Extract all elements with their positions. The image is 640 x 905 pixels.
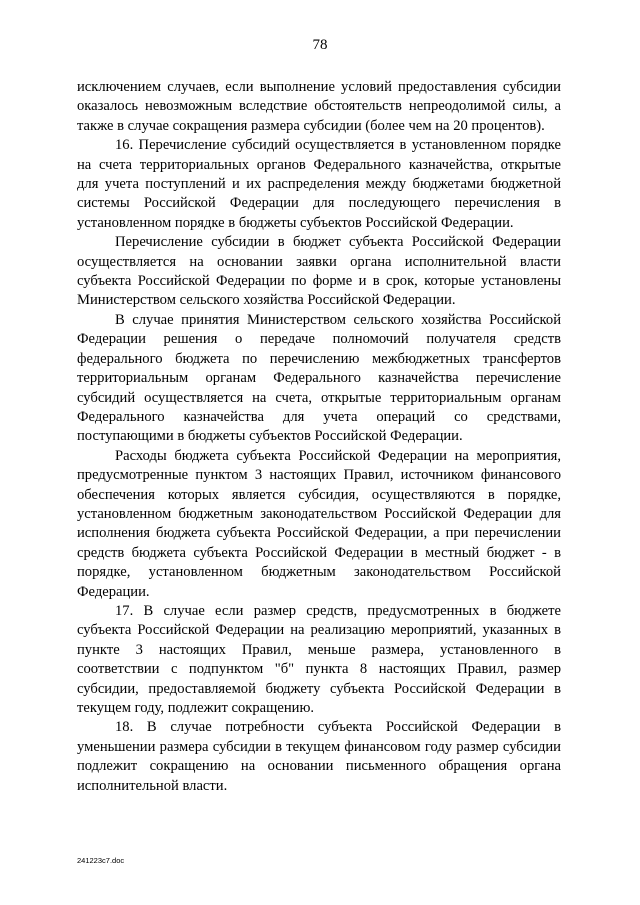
page-number: 78 (312, 37, 328, 53)
paragraph-18: 18. В случае потребности субъекта Российской Федерации в уменьшении размера субсидии в текущем финансовом году размер субсидии подлежит сокращению на основании письменного обращения органа исполнительной власти. (77, 719, 561, 794)
document-body (77, 78, 561, 796)
paragraph-continuation: исключением случаев, если выполнение условий предоставления субсидии оказалось невозможным вследствие обстоятельств непреодолимой силы, а также в случае сокращения размера субсидии (более чем на 20 процентов). (77, 79, 561, 134)
paragraph-16-treasury: В случае принятия Министерством сельского хозяйства Российской Федерации решения о передаче полномочий получателя средств федерального бюджета по перечислению межбюджетных трансфертов территориальным органам Федерального казначейства перечисление субсидий осуществляется на счета, открытые территориальным органам Федерального казначейства для учета операций со средствами, поступающими в бюджеты субъектов Российской Федерации. (77, 311, 561, 445)
footer-doc-code: 241223c7.doc (77, 856, 125, 865)
paragraph-16: 16. Перечисление субсидий осуществляется в установленном порядке на счета территориальных органов Федерального казначейства, открытые для учета поступлений и их распределения между бюджетами бюджетной системы Российской Федерации для последующего перечисления в установленном порядке в бюджеты субъектов Российской Федерации. (77, 137, 561, 231)
paragraph-17: 17. В случае если размер средств, предусмотренных в бюджете субъекта Российской Федерации на реализацию мероприятий, указанных в пункте 3 настоящих Правил, меньше размера, установленного в соответствии с подпунктом "б" пункта 8 настоящих Правил, размер субсидии, предоставляемой бюджету субъекта Российской Федерации в текущем году, подлежит сокращению. (77, 602, 561, 716)
paragraph-16-application: Перечисление субсидии в бюджет субъекта Российской Федерации осуществляется на основании заявки органа исполнительной власти субъекта Российской Федерации по форме и в срок, которые установлены Министерством сельского хозяйства Российской Федерации. (77, 234, 561, 309)
paragraph-16-expenses: Расходы бюджета субъекта Российской Федерации на мероприятия, предусмотренные пунктом 3 настоящих Правил, источником финансового обеспечения которых является субсидия, осуществляются в порядке, установленном бюджетным законодательством Российской Федерации для исполнения бюджета субъекта Российской Федерации, а при перечислении средств бюджета субъекта Российской Федерации в местный бюджет - в порядке, установленном бюджетным законодательством Российской Федерации. (77, 447, 561, 600)
